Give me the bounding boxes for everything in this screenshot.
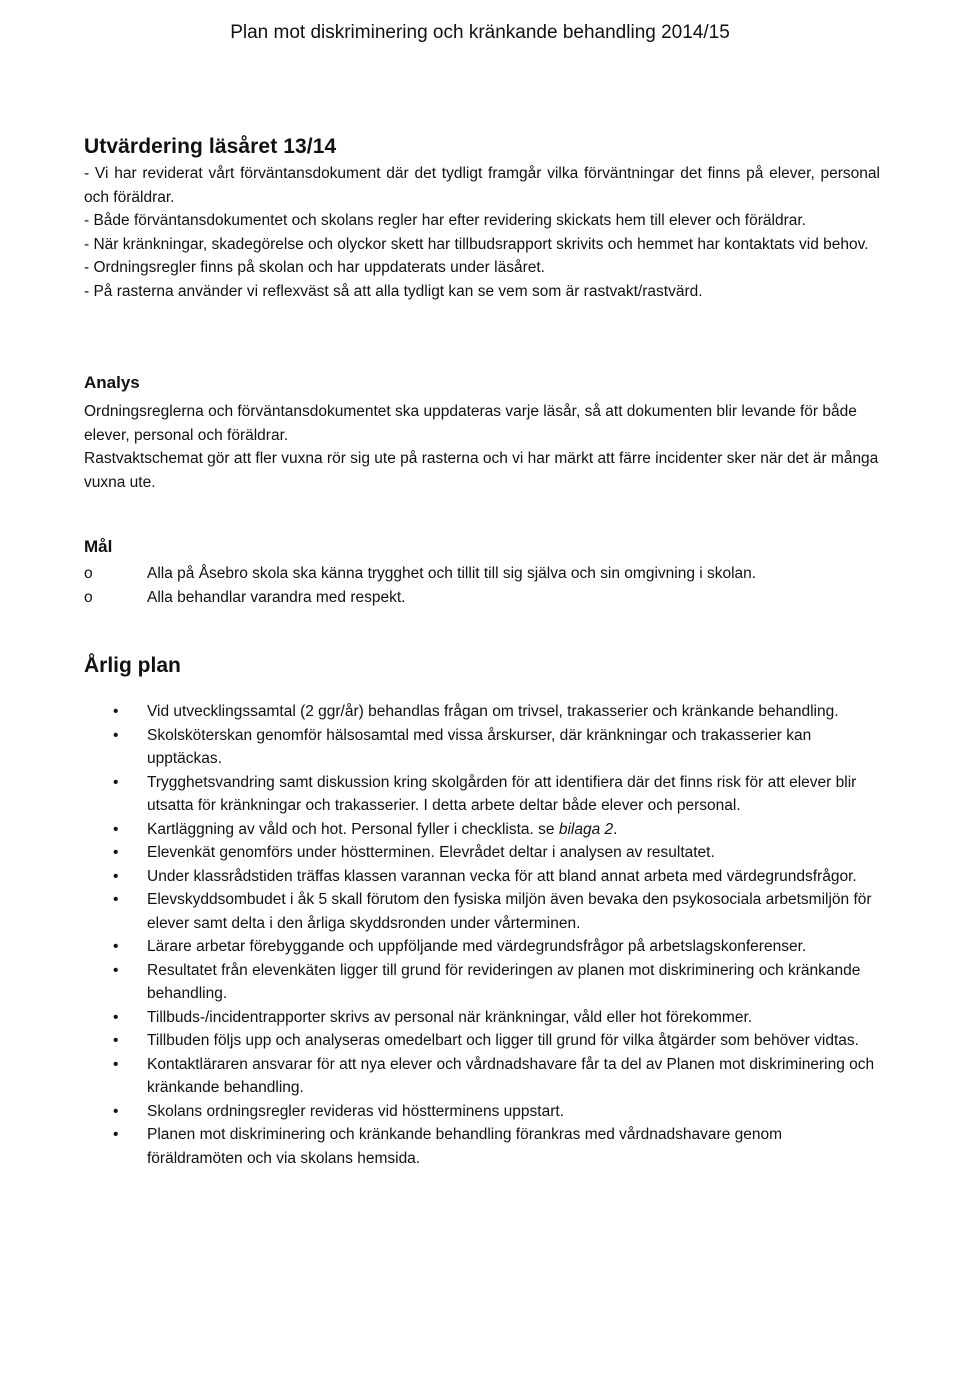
bullet-icon: • [113,703,119,720]
goal-text: Alla på Åsebro skola ska känna trygghet och tillit till sig själva och sin omgivning i skolan. [147,565,757,582]
goal-item [84,562,880,586]
goals-list [84,562,880,609]
attachment-reference: bilaga 2 [558,820,614,838]
bullet-icon: • [113,773,119,791]
plan-item-text: Resultatet från elevenkäten ligger till grund för revideringen av planen mot diskriminering och kränkande behandling. [147,961,861,1002]
annual-plan-heading: Årlig plan [84,654,181,677]
plan-item [84,1053,880,1100]
plan-item-text: Trygghetsvandring samt diskussion kring skolgården för att identifiera där det finns risk för att elever blir utsatta för kränkningar och trakasserier. I detta arbete deltar både elever och personal. [147,773,857,814]
evaluation-item: - När kränkningar, skadegörelse och olyckor skett har tillbudsrapport skrivits och hemmet har kontaktats vid behov. [84,235,869,253]
plan-item-text: Kontaktläraren ansvarar för att nya elever och vårdnadshavare får ta del av Planen mot diskriminering och kränkande behandling. [147,1055,875,1096]
plan-item-text: Elevskyddsombudet i åk 5 skall förutom den fysiska miljön även bevaka den psykosociala arbetsmiljön för elever samt delta i den årliga skyddsronden under vårterminen. [147,891,872,932]
annual-plan-section [84,653,880,1170]
plan-item-text: Tillbuds-/incidentrapporter skrivs av personal när kränkningar, våld eller hot förekommer. [147,1008,753,1026]
plan-item [84,818,880,842]
bullet-icon: • [113,844,119,861]
page-header: Plan mot diskriminering och kränkande behandling 2014/15 [230,22,730,43]
plan-item-text: Planen mot diskriminering och kränkande behandling förankras med vårdnadshavare genom föräldramöten och via skolans hemsida. [147,1126,783,1167]
analysis-heading: Analys [84,373,140,392]
plan-item-text: Tillbuden följs upp och analyseras omedelbart och ligger till grund för vilka åtgärder som behöver vidtas. [147,1032,859,1049]
plan-item-text: Skolans ordningsregler revideras vid höstterminens uppstart. [147,1102,564,1120]
analysis-section [84,372,880,494]
bullet-icon: • [113,1008,119,1026]
annual-plan-list [84,700,880,1170]
list-marker: o [84,565,93,582]
plan-item [84,700,880,724]
plan-item-text: Elevenkät genomförs under höstterminen. Elevrådet deltar i analysen av resultatet. [147,844,715,861]
evaluation-item: - Både förväntansdokumentet och skolans regler har efter revidering skickats hem till elever och föräldrar. [84,212,806,229]
plan-item [84,724,880,771]
evaluation-item: - Ordningsregler finns på skolan och har uppdaterats under läsåret. [84,259,545,276]
plan-item-suffix: . [613,820,618,838]
plan-item-text: Under klassrådstiden träffas klassen varannan vecka för att bland annat arbeta med värdegrundsfrågor. [147,867,857,885]
goal-text: Alla behandlar varandra med respekt. [147,588,406,606]
evaluation-item: - På rasterna använder vi reflexväst så att alla tydligt kan se vem som är rastvakt/rastvärd. [84,282,703,300]
analysis-paragraph: Ordningsreglerna och förväntansdokumentet ska uppdateras varje läsår, så att dokumenten blir levande för både elever, personal och föräldrar. [84,403,857,444]
bullet-icon: • [113,1055,119,1073]
plan-item [84,771,880,818]
bullet-icon: • [113,1032,119,1049]
bullet-icon: • [113,867,119,885]
plan-item [84,1029,880,1053]
list-marker: o [84,588,93,606]
bullet-icon: • [113,726,119,744]
bullet-icon: • [113,1126,119,1143]
plan-item [84,1006,880,1030]
goals-section [84,536,880,609]
bullet-icon: • [113,820,119,838]
analysis-paragraph: Rastvaktschemat gör att fler vuxna rör sig ute på rasterna och vi har märkt att färre incidenter sker när det är många vuxna ute. [84,450,879,491]
plan-item [84,888,880,935]
evaluation-heading: Utvärdering läsåret 13/14 [84,135,337,158]
plan-item [84,865,880,889]
plan-item-text: Vid utvecklingssamtal (2 ggr/år) behandlas frågan om trivsel, trakasserier och kränkande behandling. [147,703,839,720]
plan-item-text: Skolsköterskan genomför hälsosamtal med vissa årskurser, där kränkningar och trakasserier kan upptäckas. [147,726,812,767]
plan-item-text: Kartläggning av våld och hot. Personal fyller i checklista. se [147,820,559,838]
plan-item [84,1100,880,1124]
plan-item [84,841,880,865]
plan-item-text: Lärare arbetar förebyggande och uppföljande med värdegrundsfrågor på arbetslagskonferenser. [147,938,807,955]
bullet-icon: • [113,891,119,908]
goals-heading: Mål [84,537,113,556]
evaluation-section [84,134,880,303]
bullet-icon: • [113,961,119,979]
goal-item [84,586,880,610]
bullet-icon: • [113,1102,119,1120]
plan-item [84,935,880,959]
plan-item [84,959,880,1006]
bullet-icon: • [113,938,119,955]
plan-item [84,1123,880,1170]
evaluation-item: - Vi har reviderat vårt förväntansdokument där det tydligt framgår vilka förväntningar det finns på elever, personal och föräldrar. [84,165,880,206]
